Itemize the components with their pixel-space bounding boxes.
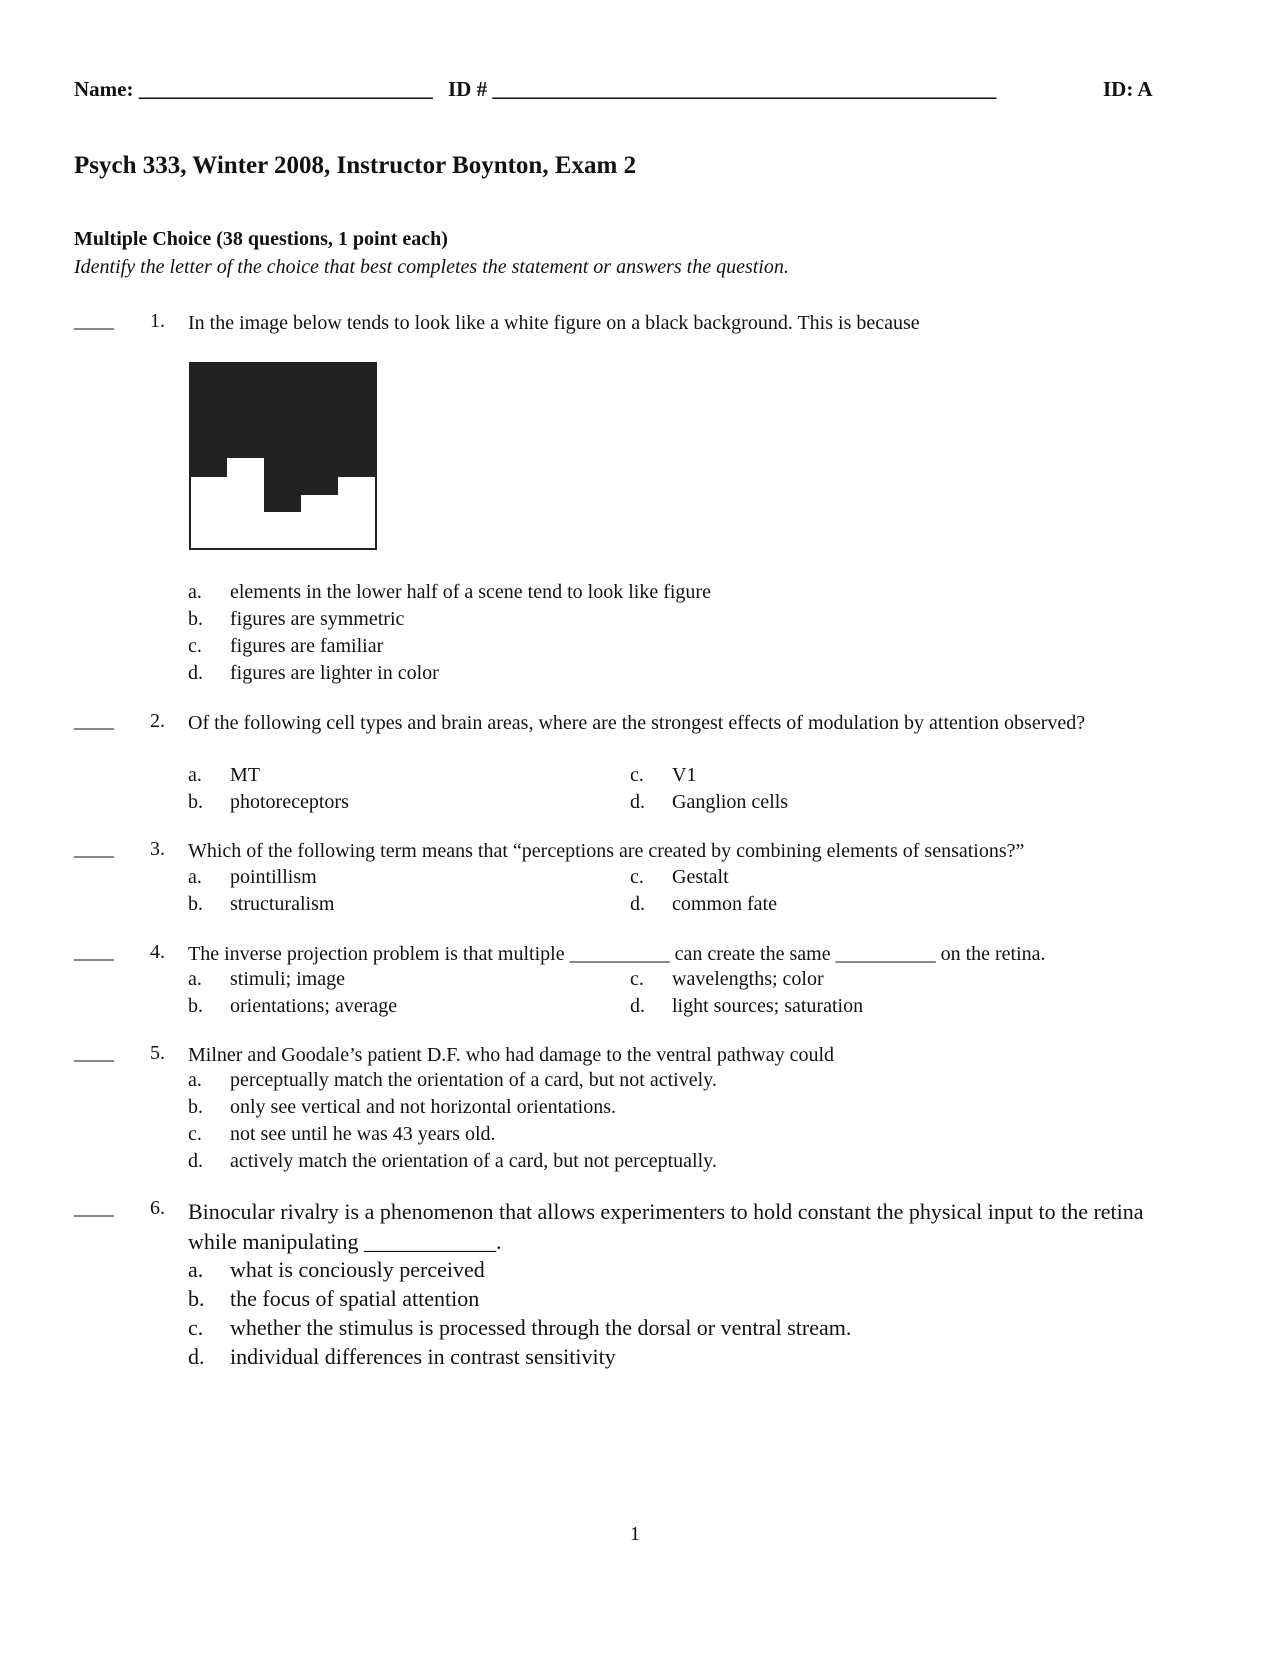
question-number: 2. xyxy=(150,710,165,732)
question-text: Which of the following term means that “perceptions are created by combining elements of sensations?” xyxy=(188,840,1025,862)
page-number: 1 xyxy=(630,1523,640,1545)
exam-page: Name: ____________________________ ID # ________________________________________________ ID: A Psych 333, Winter 2008, Instructor Boynton, Exam 2 Multiple Choice (38 questions, 1 point each) Identify the letter of the choice that best completes the statement or answers the question. ____ 1. In the image below tends to look like a white figure on a black background. This is because a. elements in the lower half of a scene tend to look like figure b. figures are symmetric c. figures are familiar d. figures are lighter in color ____ 2. Of the following cell types and brain areas, where are the strongest effects of modulation by attention observed? a. MT b. photoreceptors c. V1 d. Ganglion cells ____ 3. Which of the following term means that “perceptions are created by combining elements of sensations?” a. pointillism b. structuralism c. Gestalt d. common fate ____ 4. The inverse projection problem is that multiple __________ can create the same __________ on the retina. a. stimuli; image b. orientations; average c. wavelengths; color d. light sources; saturation ____ 5. Milner and Goodale’s patient D.F. who had damage to the ventral pathway could a. perceptually match the orientation of a card, but not actively. b. only see vertical and not horizontal orientations. c. not see until he was 43 years old. d. actively match the orientation of a card, but not perceptually. ____ 6. Binocular rivalry is a phenomenon that allows experimenters to hold constant the physical input to the retina while manipulating ____________. a. what is conciously perceived b. the focus of spatial attention c. whether the stimulus is processed through the dorsal or ventral stream. d. individual differences in contrast sensitivity 1 xyxy=(0,0,1280,1656)
id-field-label: ID # ________________________________________________ xyxy=(447,77,997,101)
form-id: ID: A xyxy=(1103,77,1153,101)
question-number: 3. xyxy=(150,838,165,860)
answer-blank: ____ xyxy=(74,1197,114,1219)
question-text: In the image below tends to look like a white figure on a black background. This is because xyxy=(188,312,920,334)
question-text: The inverse projection problem is that multiple __________ can create the same __________ on the retina. xyxy=(188,943,1046,965)
answer-blank: ____ xyxy=(74,310,114,332)
question-text: Binocular rivalry is a phenomenon that allows experimenters to hold constant the physical input to the retina while manipulating ____________. xyxy=(188,1199,1144,1254)
question-text: Milner and Goodale’s patient D.F. who had damage to the ventral pathway could xyxy=(188,1044,835,1066)
question-number: 5. xyxy=(150,1042,165,1064)
instructions: Identify the letter of the choice that best completes the statement or answers the question. xyxy=(74,256,789,278)
question-number: 1. xyxy=(150,310,165,332)
figure-ground-svg xyxy=(191,364,375,548)
name-field-label: Name: ____________________________ xyxy=(74,77,433,101)
answer-blank: ____ xyxy=(74,838,114,860)
question-number: 6. xyxy=(150,1197,165,1219)
exam-title: Psych 333, Winter 2008, Instructor Boynton, Exam 2 xyxy=(74,152,637,179)
header-line xyxy=(74,77,1164,102)
answer-blank: ____ xyxy=(74,941,114,963)
answer-blank: ____ xyxy=(74,1042,114,1064)
question-text: Of the following cell types and brain areas, where are the strongest effects of modulation by attention observed? xyxy=(188,712,1086,734)
answer-blank: ____ xyxy=(74,710,114,732)
figure-ground-image xyxy=(189,362,377,550)
section-heading: Multiple Choice (38 questions, 1 point each) xyxy=(74,228,448,250)
question-number: 4. xyxy=(150,941,165,963)
